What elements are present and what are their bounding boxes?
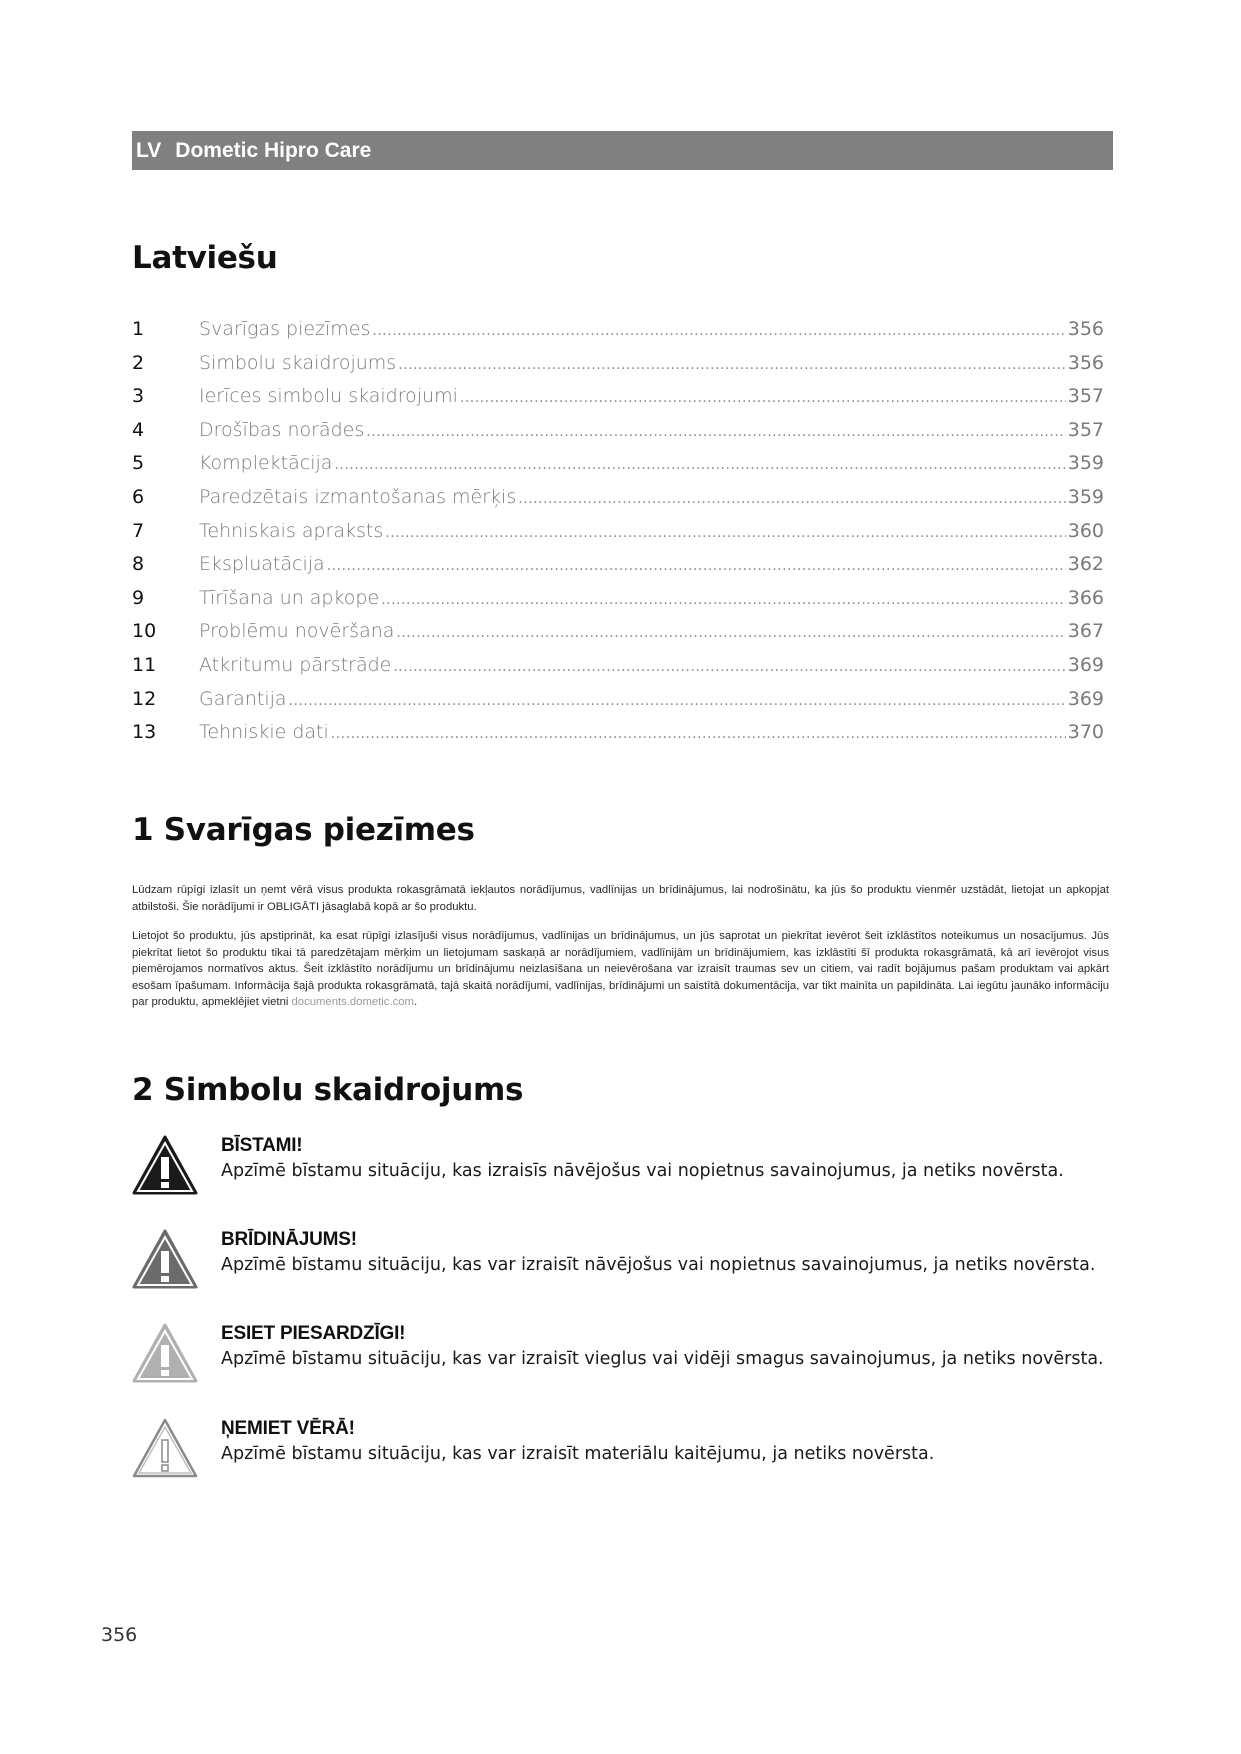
toc-number: 9 bbox=[132, 586, 145, 609]
toc-leader bbox=[393, 659, 1065, 675]
toc-title: Garantija bbox=[199, 687, 287, 710]
toc-title: Tīrīšana un apkope bbox=[199, 586, 380, 609]
toc-title: Simbolu skaidrojums bbox=[199, 351, 397, 374]
toc-entry[interactable] bbox=[132, 587, 1104, 621]
section-heading-symbols: 2 Simbolu skaidrojums bbox=[132, 1072, 524, 1108]
toc-number: 3 bbox=[132, 385, 145, 408]
toc-entry[interactable] bbox=[132, 486, 1104, 520]
symbol-notice bbox=[132, 1418, 1112, 1488]
symbol-caution bbox=[132, 1323, 1112, 1393]
toc-number: 1 bbox=[132, 318, 145, 340]
toc-entry[interactable] bbox=[132, 419, 1104, 453]
symbol-title: ESIET PIESARDZĪGI! bbox=[221, 1323, 406, 1344]
language-code: LV bbox=[136, 139, 162, 162]
symbol-title: ŅEMIET VĒRĀ! bbox=[221, 1418, 355, 1439]
toc-title: Problēmu novēršana bbox=[199, 620, 395, 643]
warning-icon bbox=[132, 1229, 198, 1291]
paragraph-terms-end: . bbox=[413, 996, 418, 1008]
toc-title: Tehniskais apraksts bbox=[199, 519, 384, 542]
toc-number: 7 bbox=[132, 519, 145, 542]
toc-entry[interactable] bbox=[132, 620, 1104, 654]
toc-title: Paredzētais izmantošanas mērķis bbox=[199, 485, 517, 508]
toc-page: 356 bbox=[1067, 351, 1104, 374]
toc-number: 4 bbox=[132, 418, 145, 441]
toc-number: 5 bbox=[132, 452, 145, 475]
toc-leader bbox=[460, 390, 1066, 406]
symbol-title: BĪSTAMI! bbox=[221, 1135, 303, 1156]
toc-page: 366 bbox=[1067, 586, 1104, 609]
toc-entry[interactable] bbox=[132, 452, 1104, 486]
toc-page: 362 bbox=[1067, 553, 1104, 576]
toc-leader bbox=[327, 558, 1066, 574]
toc-number: 8 bbox=[132, 553, 145, 576]
toc-number: 11 bbox=[132, 653, 157, 676]
toc-leader bbox=[366, 424, 1065, 440]
symbol-danger bbox=[132, 1135, 1112, 1205]
toc-entry[interactable] bbox=[132, 520, 1104, 554]
toc-page: 369 bbox=[1067, 687, 1104, 710]
symbol-description: Apzīmē bīstamu situāciju, kas izraisīs nāvējošus vai nopietnus savainojumus, ja netiks novērsta. bbox=[221, 1161, 1064, 1181]
toc-leader bbox=[331, 726, 1066, 742]
paragraph-terms-text: Lietojot šo produktu, jūs apstiprināt, ka esat rūpīgi izlasījuši visus norādījumus, vadlīnijas un brīdinājumus, un jūs saprotat un piekrītat ievērot šeit izklāstītos noteikumus un nosacījumus. Jūs piekrītat lietot šo produktu tikai tā paredzētajam mērķim un lietojumam saskaņā ar norādījumiem, vadlīnijām un brīdinājumiem, kas izklāstīti šī produkta rokasgrāmatā, kā arī ievērojot visus piemērojamos normatīvos aktus. Šeit izklāstīto norādījumu un brīdinājumu neizlasīšana un neievērošana var izraisīt traumas sev un citiem, vai radīt bojājumus pašam produktam vai apkārt esošam īpašumam. Informācija šajā produkta rokasgrāmatā, tajā skaitā norādījumi, vadlīnijas, brīdinājumi un saistītā dokumentācija, var tikt mainīta un papildināta. Lai iegūtu jaunāko informāciju par produktu, apmeklējiet vietni bbox=[132, 930, 1109, 1008]
section-heading-important-notes: 1 Svarīgas piezīmes bbox=[132, 812, 475, 848]
toc-number: 12 bbox=[132, 687, 157, 710]
toc-leader bbox=[385, 525, 1065, 541]
symbol-description: Apzīmē bīstamu situāciju, kas var izraisīt vieglus vai vidēji smagus savainojumus, ja netiks novērsta. bbox=[221, 1349, 1104, 1369]
toc-entry[interactable] bbox=[132, 553, 1104, 587]
toc-title: Ekspluatācija bbox=[199, 553, 325, 576]
toc-page: 367 bbox=[1067, 620, 1104, 643]
toc-leader bbox=[518, 491, 1065, 507]
toc-page: 359 bbox=[1067, 485, 1104, 508]
table-of-contents bbox=[132, 318, 1104, 755]
toc-page: 359 bbox=[1067, 452, 1104, 475]
symbol-description: Apzīmē bīstamu situāciju, kas var izraisīt materiālu kaitējumu, ja netiks novērsta. bbox=[221, 1444, 935, 1464]
toc-title: Svarīgas piezīmes bbox=[199, 318, 371, 340]
toc-number: 13 bbox=[132, 721, 157, 744]
toc-entry[interactable] bbox=[132, 352, 1104, 386]
toc-title: Atkritumu pārstrāde bbox=[199, 653, 392, 676]
toc-entry[interactable] bbox=[132, 688, 1104, 722]
documents-link[interactable]: documents.dometic.com bbox=[291, 996, 414, 1008]
toc-title: Ierīces simbolu skaidrojumi bbox=[199, 385, 458, 408]
paragraph-terms bbox=[132, 928, 1109, 1011]
toc-entry[interactable] bbox=[132, 654, 1104, 688]
toc-leader bbox=[398, 357, 1066, 373]
toc-page: 357 bbox=[1067, 418, 1104, 441]
symbol-warning bbox=[132, 1229, 1112, 1299]
toc-entry[interactable] bbox=[132, 318, 1104, 352]
caution-icon bbox=[132, 1323, 198, 1385]
toc-leader bbox=[289, 693, 1066, 709]
toc-page: 370 bbox=[1067, 721, 1104, 744]
page-number: 356 bbox=[101, 1624, 138, 1646]
toc-page: 357 bbox=[1067, 385, 1104, 408]
paragraph-read-instructions: Lūdzam rūpīgi izlasīt un ņemt vērā visus produkta rokasgrāmatā iekļautos norādījumus, vadlīnijas un brīdinājumus, lai nodrošinātu, ka jūs šo produktu vienmēr uzstādāt, lietojat un apkopjat atbilstoši. Šie norādījumi ir OBLIGĀTI jāsaglabā kopā ar šo produktu. bbox=[132, 884, 1109, 913]
toc-entry[interactable] bbox=[132, 385, 1104, 419]
danger-icon bbox=[132, 1135, 198, 1197]
toc-page: 356 bbox=[1067, 318, 1104, 340]
toc-leader bbox=[396, 625, 1065, 641]
toc-leader bbox=[372, 323, 1065, 339]
toc-title: Tehniskie dati bbox=[199, 721, 329, 744]
toc-number: 6 bbox=[132, 485, 145, 508]
symbol-title: BRĪDINĀJUMS! bbox=[221, 1229, 357, 1250]
toc-leader bbox=[381, 592, 1066, 608]
toc-number: 10 bbox=[132, 620, 157, 643]
notice-icon bbox=[132, 1418, 198, 1480]
header-bar bbox=[132, 131, 1113, 170]
symbol-description: Apzīmē bīstamu situāciju, kas var izraisīt nāvējošus vai nopietnus savainojumus, ja netiks novērsta. bbox=[221, 1255, 1096, 1275]
product-name: Dometic Hipro Care bbox=[175, 139, 372, 162]
toc-title: Komplektācija bbox=[199, 452, 333, 475]
toc-title: Drošības norādes bbox=[199, 418, 365, 441]
toc-page: 369 bbox=[1067, 653, 1104, 676]
toc-heading: Latviešu bbox=[132, 240, 278, 276]
toc-number: 2 bbox=[132, 351, 145, 374]
toc-page: 360 bbox=[1067, 519, 1104, 542]
toc-leader bbox=[334, 457, 1065, 473]
toc-entry[interactable] bbox=[132, 721, 1104, 755]
